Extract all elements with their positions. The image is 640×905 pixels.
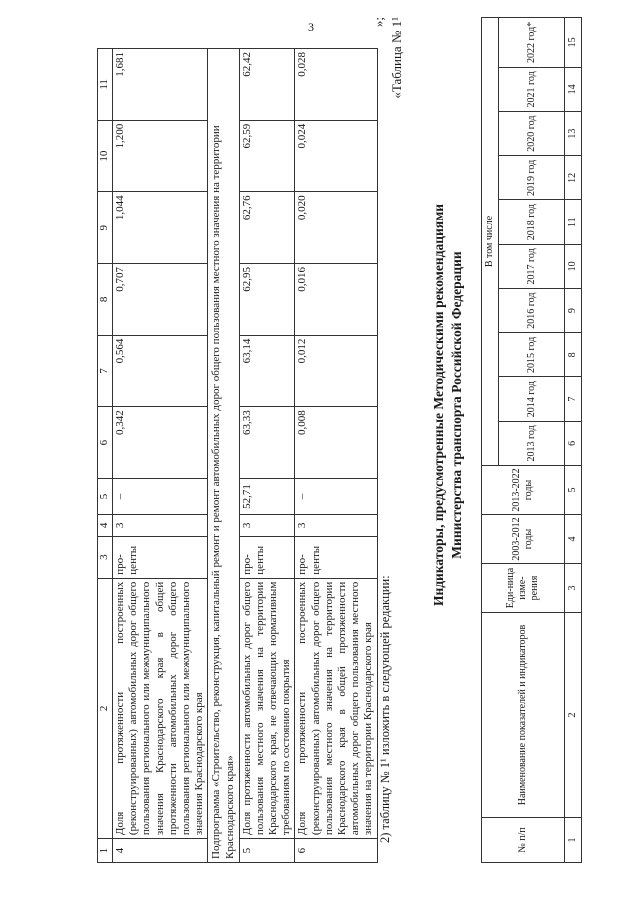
col-number: 15 — [565, 18, 582, 68]
indicator-name: Доля протяженности построенных (реконструированных) автомобильных дорог общего пользования регионального или межмуниципального значения Краснодарского края в общей протяженности автомобильных дорог общего пользования регионального или межмуниципального значения Краснодарского края — [113, 578, 208, 838]
col-number: 5 — [565, 466, 582, 515]
value-cell: 62,76 — [239, 192, 295, 264]
indicator-name: Доля протяженности автомобильных дорог общего пользования местного значения на территории Краснодарского края, не отвечающих нормативным требованиям по состоянию покрытия — [239, 578, 295, 838]
col-number: 8 — [98, 264, 113, 336]
col-number: 7 — [98, 335, 113, 407]
unit: про-центы — [113, 536, 208, 578]
col-number: 1 — [565, 818, 582, 863]
col-header-name: Наименование показателей и индикаторов — [482, 613, 565, 818]
col-number: 4 — [565, 515, 582, 564]
value-cell: 1,681 — [113, 49, 208, 121]
cell: – — [295, 478, 377, 514]
value-cell: 62,59 — [239, 120, 295, 192]
row-number: 5 — [239, 839, 295, 863]
value-cell: 62,95 — [239, 264, 295, 336]
subprogram-title: Подпрограмма «Строительство, реконструкция, капитальный ремонт и ремонт автомобильных дорог общего пользования местного значения на территории Краснодарского края» — [208, 49, 239, 863]
col-number: 6 — [565, 421, 582, 465]
col-header-unit: Еди-ница изме-рения — [482, 564, 565, 613]
amendment-instruction: 2) таблицу № 1¹ изложить в следующей редакции: — [378, 575, 392, 843]
column-number-row — [565, 18, 582, 863]
col-number: 11 — [98, 49, 113, 121]
value-cell: 1,044 — [113, 192, 208, 264]
indicator-name: Доля протяженности построенных (реконструированных) автомобильных дорог общего пользования местного значения на территории Краснодарского края в общей протяженности автомобильных дорог общего пользования местного значения на территории Краснодарского края — [295, 578, 377, 838]
cell: – — [113, 478, 208, 514]
col-number: 11 — [565, 200, 582, 244]
year-header: 2015 год — [499, 333, 565, 377]
col-number: 5 — [98, 478, 113, 514]
heading-line: Индикаторы, предусмотренные Методическими рекомендациями — [431, 203, 446, 607]
value-cell: 0,012 — [295, 335, 377, 407]
year-header: 2017 год — [499, 244, 565, 288]
year-header: 2022 год* — [499, 18, 565, 68]
cell: 3 — [239, 515, 295, 537]
col-header-number: № п/п — [482, 818, 565, 863]
cell: 3 — [113, 515, 208, 537]
cell: 3 — [295, 515, 377, 537]
col-number: 3 — [565, 564, 582, 613]
col-number: 10 — [98, 120, 113, 192]
col-header-2013-2022: 2013-2022 годы — [482, 466, 565, 515]
value-cell: 1,200 — [113, 120, 208, 192]
row-number: 4 — [113, 839, 208, 863]
col-number: 1 — [98, 839, 113, 863]
value-cell: 63,14 — [239, 335, 295, 407]
year-header: 2018 год — [499, 200, 565, 244]
year-header: 2019 год — [499, 156, 565, 200]
subprogram-row — [208, 49, 239, 863]
indicators-table-header — [481, 17, 582, 863]
unit: про-центы — [295, 536, 377, 578]
header-row — [482, 18, 499, 863]
year-header: 2016 год — [499, 289, 565, 333]
col-number: 9 — [565, 289, 582, 333]
row-number: 6 — [295, 839, 377, 863]
column-number-row — [98, 49, 113, 863]
cell: 52,71 — [239, 478, 295, 514]
value-cell: 63,33 — [239, 407, 295, 479]
table-row — [113, 49, 208, 863]
col-number: 13 — [565, 112, 582, 156]
value-cell: 0,707 — [113, 264, 208, 336]
value-cell: 0,008 — [295, 407, 377, 479]
heading-line: Министерства транспорта Российской Федерации — [448, 251, 464, 559]
table-row — [239, 49, 295, 863]
col-number: 8 — [565, 333, 582, 377]
col-number: 10 — [565, 244, 582, 288]
table-title-ref: «Таблица № 1¹ — [388, 17, 404, 99]
col-number: 2 — [98, 578, 113, 838]
col-number: 7 — [565, 377, 582, 421]
col-number: 12 — [565, 156, 582, 200]
col-number: 3 — [98, 536, 113, 578]
year-header: 2014 год — [499, 377, 565, 421]
col-number: 6 — [98, 407, 113, 479]
value-cell: 0,342 — [113, 407, 208, 479]
value-cell: 62,42 — [239, 49, 295, 121]
value-cell: 0,028 — [295, 49, 377, 121]
col-number: 2 — [565, 613, 582, 818]
indicators-table-continued — [97, 48, 378, 863]
value-cell: 0,020 — [295, 192, 377, 264]
table-row — [295, 49, 377, 863]
col-number: 4 — [98, 515, 113, 537]
section-heading — [430, 55, 465, 755]
col-header-2003-2012: 2003-2012 годы — [482, 515, 565, 564]
col-number: 14 — [565, 67, 582, 111]
year-header: 2021 год — [499, 67, 565, 111]
end-quote: »; — [371, 17, 386, 28]
col-number: 9 — [98, 192, 113, 264]
table-reference — [370, 17, 405, 127]
year-header: 2020 год — [499, 112, 565, 156]
col-header-in-that-number: В том числе — [482, 18, 499, 466]
unit: про-центы — [239, 536, 295, 578]
value-cell: 0,024 — [295, 120, 377, 192]
value-cell: 0,564 — [113, 335, 208, 407]
page-number: 3 — [308, 20, 314, 34]
year-header: 2013 год — [499, 421, 565, 465]
value-cell: 0,016 — [295, 264, 377, 336]
